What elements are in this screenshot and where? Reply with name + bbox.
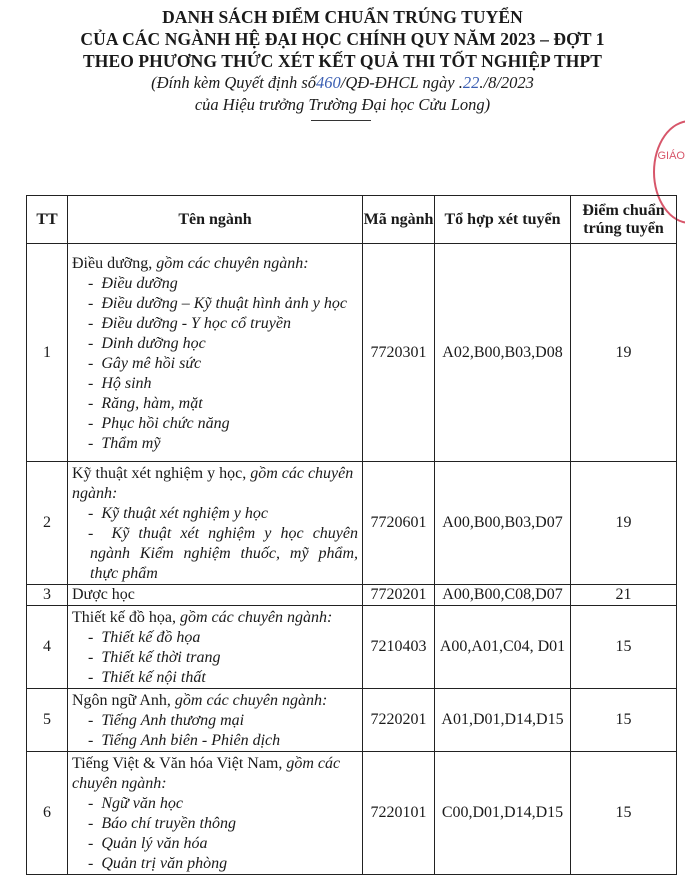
row-tt: 4: [27, 606, 68, 689]
row-tt: 5: [27, 689, 68, 752]
subtitle-prefix: (Đính kèm Quyết định số: [151, 73, 317, 92]
list-item: - Tiếng Anh biên - Phiên dịch: [72, 731, 358, 751]
row-note: gồm các chuyên ngành:: [72, 465, 354, 502]
row-combo: A02,B00,B03,D08: [435, 244, 571, 462]
row-tt: 3: [27, 585, 68, 606]
row-name-cell: [68, 752, 363, 875]
row-combo: A00,B00,B03,D07: [435, 462, 571, 585]
title-line-1: DANH SÁCH ĐIỂM CHUẨN TRÚNG TUYỂN: [162, 7, 523, 27]
row-combo: A00,B00,C08,D07: [435, 585, 571, 606]
row-code: 7210403: [363, 606, 435, 689]
row-major-name: Tiếng Việt & Văn hóa Việt Nam,: [72, 755, 283, 772]
row-major-name: Kỹ thuật xét nghiệm y học,: [72, 465, 247, 482]
row-major-name: Ngôn ngữ Anh,: [72, 692, 171, 709]
row-intro: [72, 464, 358, 504]
list-item: - Tiếng Anh thương mại: [72, 711, 358, 731]
row-score: 21: [571, 585, 677, 606]
subtitle-mid: /QĐ-ĐHCL ngày .: [340, 73, 463, 92]
row-name-cell: [68, 585, 363, 606]
table-row: [27, 752, 677, 875]
title-line-2: CỦA CÁC NGÀNH HỆ ĐẠI HỌC CHÍNH QUY NĂM 2023 – ĐỢT 1: [80, 29, 605, 49]
list-item: - Điều dưỡng: [72, 274, 358, 294]
list-item: - Điều dưỡng – Kỹ thuật hình ảnh y học: [72, 294, 358, 314]
header-underline: [311, 120, 371, 121]
list-item: - Kỹ thuật xét nghiệm y học chuyên ngành Kiểm nghiệm thuốc, mỹ phẩm, thực phẩm: [72, 524, 358, 584]
row-intro: [72, 254, 358, 274]
row-intro: [72, 754, 358, 794]
row-note: gồm các chuyên ngành:: [72, 755, 341, 792]
list-item: - Thẩm mỹ: [72, 434, 358, 454]
document-header: [0, 6, 685, 116]
subtitle-line-1: [0, 72, 685, 94]
row-tt: 6: [27, 752, 68, 875]
row-score: 15: [571, 752, 677, 875]
row-major-name: Điều dưỡng,: [72, 254, 153, 272]
table-row: [27, 585, 677, 606]
row-score: 19: [571, 462, 677, 585]
header-score: Điểm chuẩn trúng tuyển: [571, 196, 677, 244]
header-name: Tên ngành: [68, 196, 363, 244]
row-intro: [72, 691, 358, 711]
row-combo: A01,D01,D14,D15: [435, 689, 571, 752]
header-combo: Tổ hợp xét tuyển: [435, 196, 571, 244]
row-note: gồm các chuyên ngành:: [152, 254, 309, 272]
table-row: [27, 244, 677, 462]
row-major-name: Thiết kế đồ họa,: [72, 609, 176, 626]
row-code: 7220101: [363, 752, 435, 875]
table-row: [27, 689, 677, 752]
row-score: 15: [571, 689, 677, 752]
row-name-cell: [68, 606, 363, 689]
list-item: - Dinh dưỡng học: [72, 334, 358, 354]
list-item: - Thiết kế nội thất: [72, 668, 358, 688]
list-item: - Gây mê hồi sức: [72, 354, 358, 374]
day-handwritten: 22: [462, 73, 480, 92]
list-item: - Quản lý văn hóa: [72, 834, 358, 854]
row-intro: [72, 608, 358, 628]
row-tt: 2: [27, 462, 68, 585]
row-score: 19: [571, 244, 677, 462]
subtitle-line-2: của Hiệu trưởng Trường Đại học Cửu Long): [194, 95, 491, 114]
list-item: - Phục hồi chức năng: [72, 414, 358, 434]
admission-score-table: [26, 195, 677, 875]
list-item: - Thiết kế thời trang: [72, 648, 358, 668]
list-item: - Điều dưỡng - Y học cổ truyền: [72, 314, 358, 334]
list-item: - Hộ sinh: [72, 374, 358, 394]
decision-number-handwritten: 460: [316, 73, 341, 92]
row-code: 7720601: [363, 462, 435, 585]
row-score: 15: [571, 606, 677, 689]
header-tt: TT: [27, 196, 68, 244]
row-combo: A00,A01,C04, D01: [435, 606, 571, 689]
row-code: 7720201: [363, 585, 435, 606]
row-note: gồm các chuyên ngành:: [170, 692, 328, 709]
row-note: gồm các chuyên ngành:: [175, 609, 333, 626]
row-name-cell: [68, 244, 363, 462]
subtitle-suffix: ./8/2023: [479, 73, 534, 92]
header-code: Mã ngành: [363, 196, 435, 244]
list-item: - Ngữ văn học: [72, 794, 358, 814]
row-name-cell: [68, 689, 363, 752]
row-tt: 1: [27, 244, 68, 462]
seal-text: GIÁO: [657, 150, 685, 162]
row-major-name: Dược học: [72, 586, 135, 603]
list-item: - Thiết kế đồ họa: [72, 628, 358, 648]
list-item: - Quản trị văn phòng: [72, 854, 358, 874]
list-item: - Răng, hàm, mặt: [72, 394, 358, 414]
list-item: - Kỹ thuật xét nghiệm y học: [72, 504, 358, 524]
row-code: 7220201: [363, 689, 435, 752]
title-line-3: THEO PHƯƠNG THỨC XÉT KẾT QUẢ THI TỐT NGHIỆP THPT: [82, 51, 603, 71]
list-item: - Báo chí truyền thông: [72, 814, 358, 834]
row-name-cell: [68, 462, 363, 585]
table-header-row: [27, 196, 677, 244]
row-combo: C00,D01,D14,D15: [435, 752, 571, 875]
table-row: [27, 606, 677, 689]
table-row: [27, 462, 677, 585]
row-code: 7720301: [363, 244, 435, 462]
